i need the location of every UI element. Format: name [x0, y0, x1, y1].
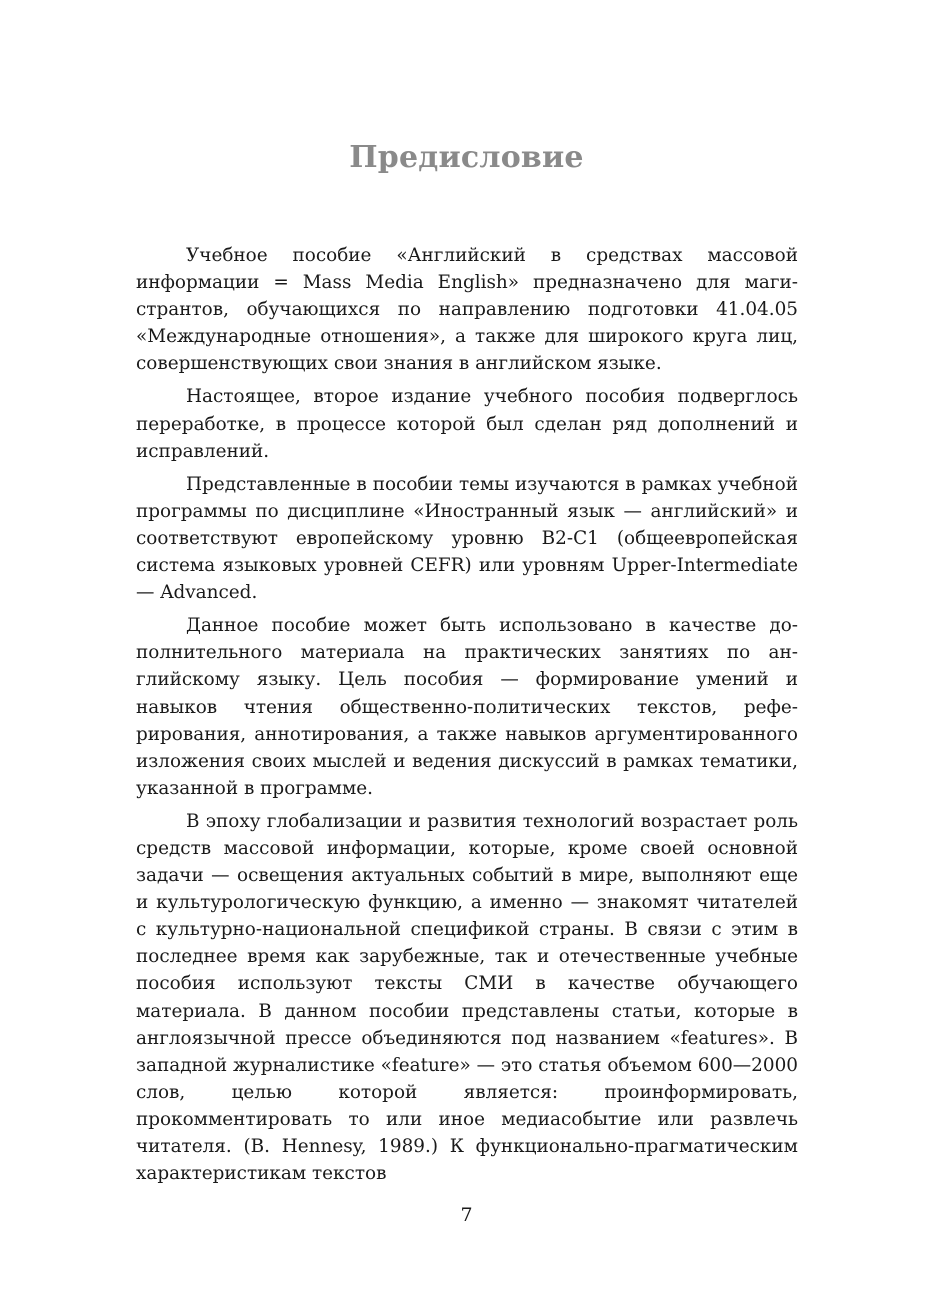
page-title: Предисловие [349, 140, 584, 175]
paragraph-1: Учебное пособие «Английский в средствах массовой информации = Mass Media English» предназначено для магистрантов, обучающихся по направлению подготовки 41.04.05 «Международные отношения», а также для широкого круга лиц, совершенствующих свои знания в английском языке. [136, 245, 798, 375]
paragraph-5: В эпоху глобализации и развития технологий возрастает роль средств массовой информации, которые, кроме своей основной задачи — освещения актуальных событий в мире, выполняют еще и культурологическую функцию, а именно — знакомят читателей с культурно-национальной спецификой страны. В связи с этим в последнее время как зарубежные, так и отечественные учебные пособия используют тексты СМИ в качестве обучающего материала. В данном пособии представлены статьи, которые в англоязычной прессе объединяются под названием «features». В западной журналистике «feature» — это статья объемом 600—2000 слов, целью которой является: проинформировать, прокомментировать то или иное медиасобытие или развлечь читателя. (B. Hennesy, 1989.) К функционально-прагматическим характеристикам текстов [136, 810, 798, 1185]
paragraph-3: Представленные в пособии темы изучаются в рамках учебной программы по дисциплине «Иностранный язык — английский» и соответствуют европейскому уровню B2-C1 (общеевропейская система языковых уровней CEFR) или уровням Upper-Intermediate — Advanced. [136, 473, 798, 604]
page-number: 7 [460, 1204, 473, 1226]
preface-body [136, 242, 798, 1193]
paragraph-2: Настоящее, второе издание учебного пособия подверглось переработке, в процессе которой был сделан ряд дополнений и исправлений. [136, 386, 798, 462]
paragraph-4: Данное пособие может быть использовано в качестве дополнительного материала на практических занятиях по английскому языку. Цель пособия — формирование умений и навыков чтения общественно-политических текстов, реферирования, аннотирования, а также навыков аргументированного изложения своих мыслей и ведения дискуссий в рамках тематики, указанной в программе. [136, 615, 798, 799]
